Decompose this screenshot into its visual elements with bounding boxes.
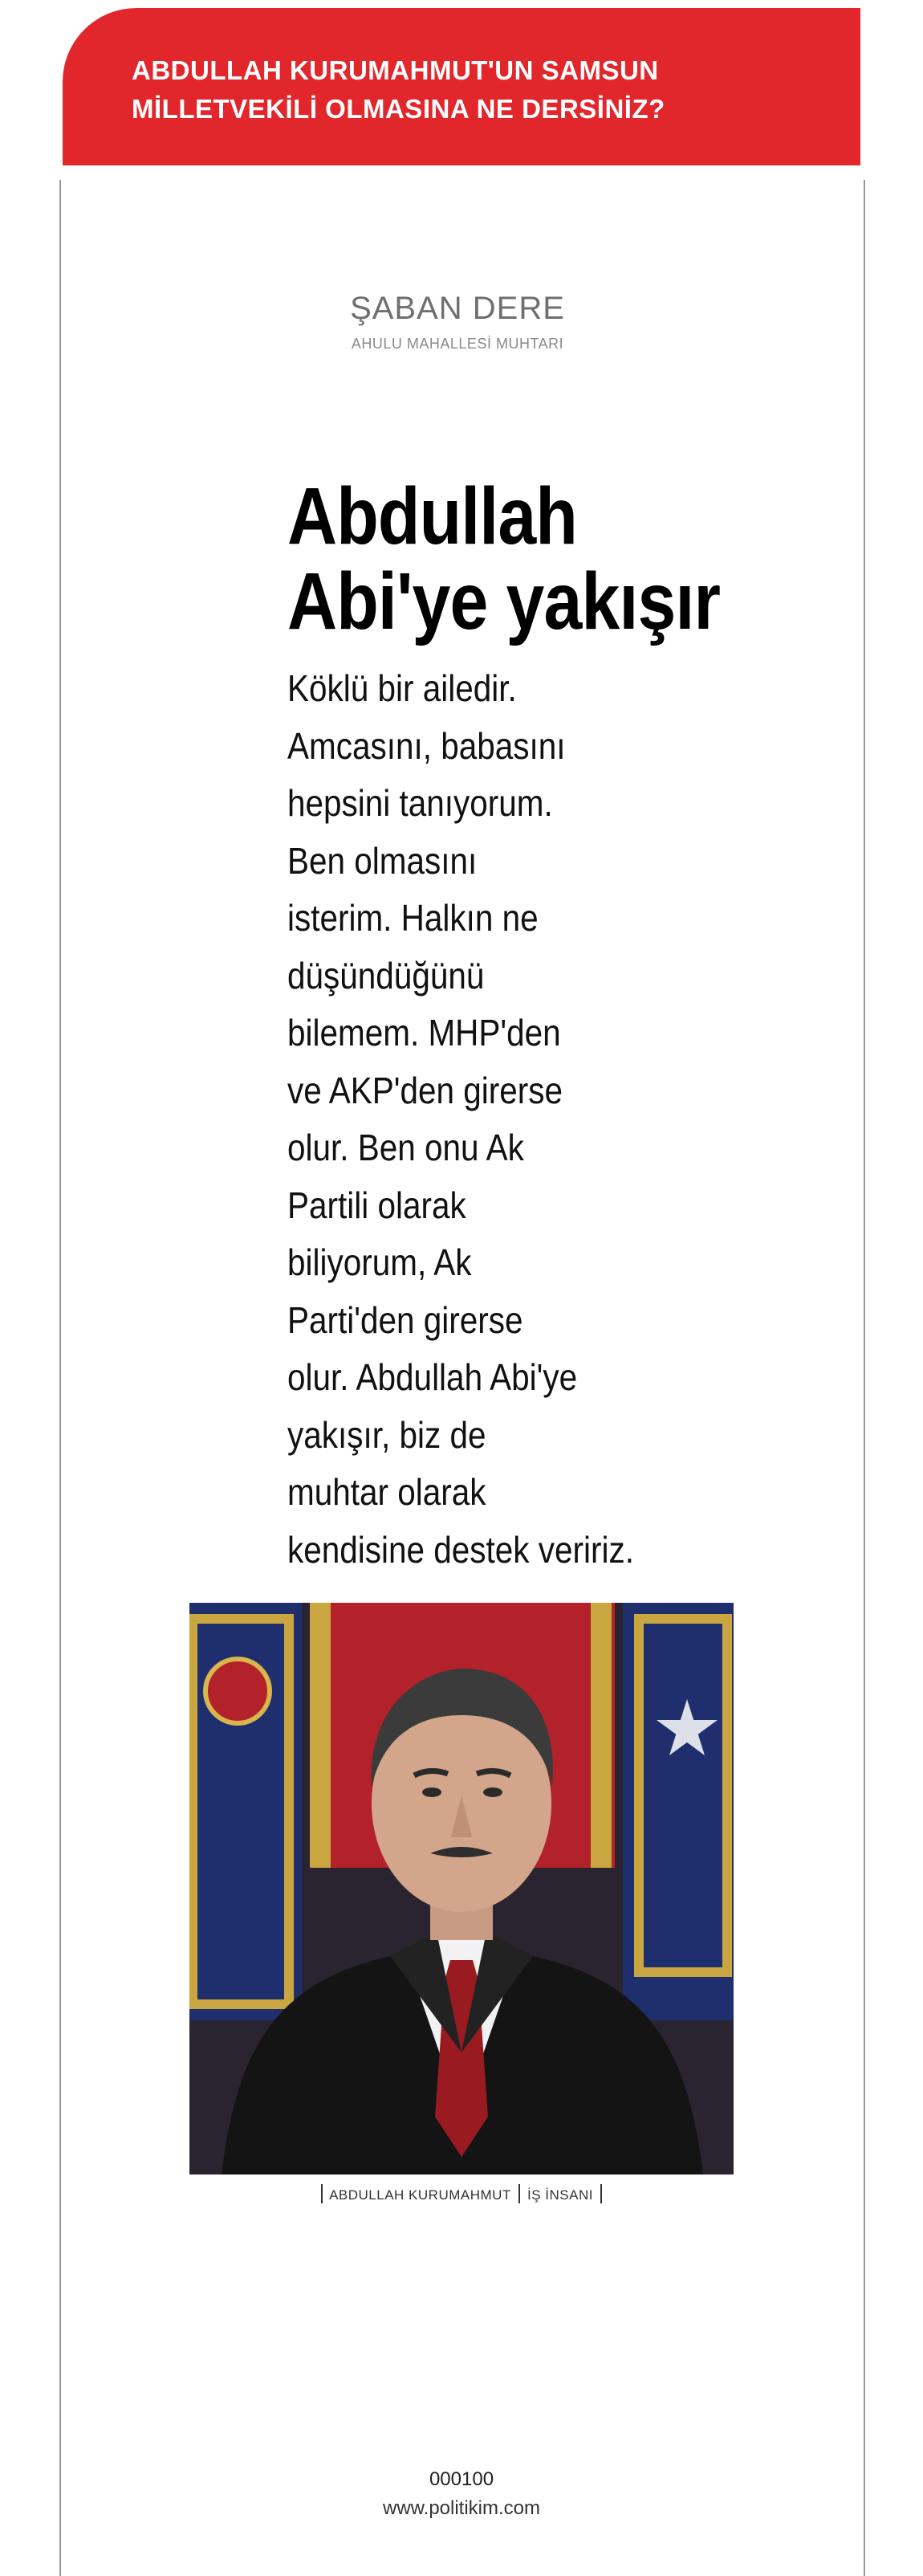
question-banner <box>63 8 860 165</box>
banner-question: ABDULLAH KURUMAHMUT'UN SAMSUN MİLLETVEKİLİ OLMASINA NE DERSİNİZ? <box>132 55 665 124</box>
article-headline: Abdullah Abi'ye yakışır <box>287 471 721 646</box>
body-line: Parti'den girerse <box>287 1298 523 1341</box>
body-line: isterim. Halkın ne <box>287 897 539 939</box>
body-line: Partili olarak <box>287 1184 466 1226</box>
body-line: düşündüğünü <box>287 954 485 997</box>
body-line: hepsini tanıyorum. <box>287 782 553 824</box>
body-line: yakışır, biz de <box>287 1413 486 1456</box>
body-line: muhtar olarak <box>287 1471 486 1513</box>
website-url: www.politikim.com <box>382 2497 541 2519</box>
author-name: ŞABAN DERE <box>350 291 565 326</box>
caption-divider <box>518 2184 520 2203</box>
portrait-photo <box>189 1603 734 2175</box>
portrait-illustration <box>189 1603 734 2175</box>
body-line: Köklü bir ailedir. <box>287 667 517 709</box>
left-border-rule <box>59 180 61 2576</box>
right-border-rule <box>864 180 865 2576</box>
caption-divider <box>600 2184 602 2203</box>
body-line: olur. Ben onu Ak <box>287 1127 524 1168</box>
article-body <box>287 660 655 1579</box>
body-line: bilemem. MHP'den <box>287 1012 561 1054</box>
photo-caption <box>189 2184 734 2203</box>
body-line: olur. Abdullah Abi'ye <box>287 1356 578 1398</box>
body-line: ve AKP'den girerse <box>287 1069 563 1111</box>
page-code: 000100 <box>429 2468 494 2490</box>
body-line: Amcasını, babasını <box>287 724 566 767</box>
caption-role: İŞ İNSANI <box>527 2187 593 2203</box>
body-line: Ben olmasını <box>287 839 478 882</box>
caption-name: ABDULLAH KURUMAHMUT <box>329 2187 511 2203</box>
caption-divider <box>321 2184 323 2203</box>
body-line: kendisine destek veririz. <box>287 1528 634 1571</box>
author-title: AHULU MAHALLESİ MUHTARI <box>351 336 564 352</box>
body-line: biliyorum, Ak <box>287 1241 472 1283</box>
